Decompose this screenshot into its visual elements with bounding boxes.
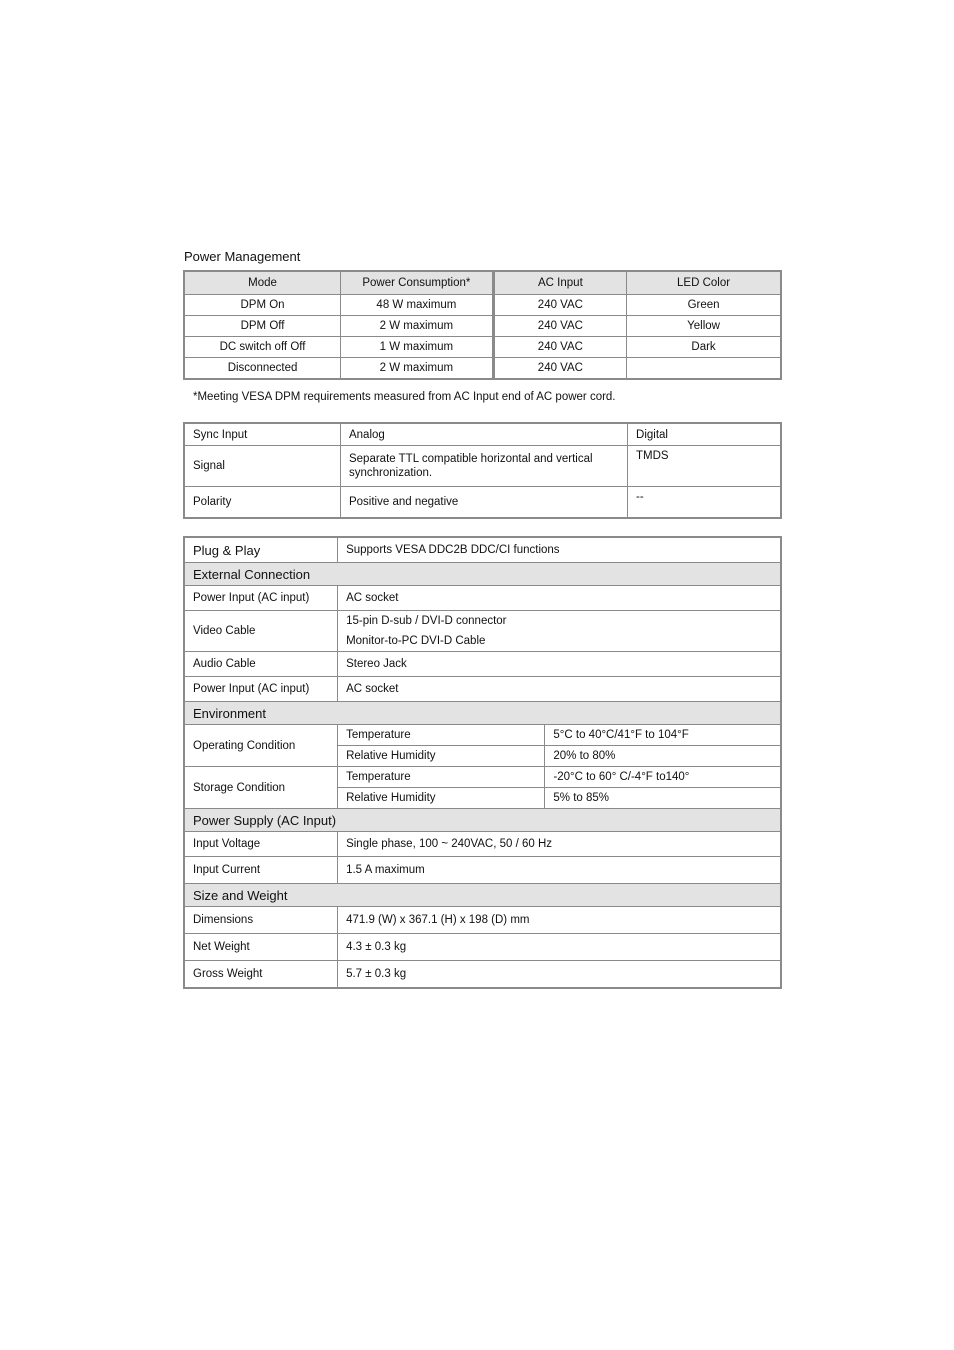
table-cell: -20°C to 60° C/-4°F to140° (545, 767, 781, 788)
table-cell: 240 VAC (493, 358, 626, 380)
table-cell: Dark (627, 337, 781, 358)
table-cell: Sync Input (184, 423, 340, 446)
table-cell: Gross Weight (184, 961, 338, 989)
table-row (184, 934, 781, 961)
table-cell: Analog (340, 423, 627, 446)
power-management-title: Power Management (184, 249, 301, 264)
table-cell: Input Current (184, 857, 338, 884)
table-cell: Green (627, 295, 781, 316)
table-cell: 2 W maximum (341, 316, 494, 337)
table-cell: AC socket (338, 586, 781, 611)
table-row (184, 423, 781, 446)
table-cell: Dimensions (184, 907, 338, 934)
table-cell: 240 VAC (493, 295, 626, 316)
section-header (184, 884, 781, 907)
table-row (184, 961, 781, 989)
table-cell: Relative Humidity (338, 788, 545, 809)
column-header: AC Input (493, 271, 626, 295)
table-cell: -- (628, 487, 781, 519)
section-header (184, 809, 781, 832)
table-cell: Storage Condition (184, 767, 338, 809)
table-cell: Relative Humidity (338, 746, 545, 767)
table-cell: Plug & Play (184, 537, 338, 563)
table-row (184, 767, 781, 788)
video-cable-line-2: Monitor-to-PC DVI-D Cable (346, 635, 486, 647)
table-row (184, 487, 781, 519)
table-cell: 20% to 80% (545, 746, 781, 767)
table-cell: Power Input (AC input) (184, 586, 338, 611)
table-row (184, 358, 781, 380)
table-cell: Net Weight (184, 934, 338, 961)
table-cell: DPM Off (184, 316, 341, 337)
table-cell: 5°C to 40°C/41°F to 104°F (545, 725, 781, 746)
section-header (184, 702, 781, 725)
table-row (184, 725, 781, 746)
table-cell: Signal (184, 446, 340, 487)
table-cell: 4.3 ± 0.3 kg (338, 934, 781, 961)
table-cell: Positive and negative (340, 487, 627, 519)
table-row (184, 446, 781, 487)
table-cell: Single phase, 100 ~ 240VAC, 50 / 60 Hz (338, 832, 781, 857)
table-cell: Operating Condition (184, 725, 338, 767)
table-row (184, 316, 781, 337)
table-row (184, 295, 781, 316)
table-row (184, 586, 781, 611)
table-cell: DC switch off Off (184, 337, 341, 358)
table-cell: 5.7 ± 0.3 kg (338, 961, 781, 989)
table-row (184, 677, 781, 702)
section-title: Power Supply (AC Input) (184, 809, 781, 832)
sync-table (183, 422, 782, 519)
column-header: Mode (184, 271, 341, 295)
table-cell: 2 W maximum (341, 358, 494, 380)
table-row (184, 857, 781, 884)
section-title: External Connection (184, 563, 781, 586)
table-cell: Disconnected (184, 358, 341, 380)
table-cell: 471.9 (W) x 367.1 (H) x 198 (D) mm (338, 907, 781, 934)
table-row (184, 652, 781, 677)
table-cell: 48 W maximum (341, 295, 494, 316)
section-title: Size and Weight (184, 884, 781, 907)
table-cell: 1.5 A maximum (338, 857, 781, 884)
table-row (184, 537, 781, 563)
table-cell: 240 VAC (493, 316, 626, 337)
table-cell: Temperature (338, 725, 545, 746)
table-row (184, 907, 781, 934)
table-row (184, 611, 781, 652)
table-cell: Yellow (627, 316, 781, 337)
table-cell: Power Input (AC input) (184, 677, 338, 702)
table-cell: Temperature (338, 767, 545, 788)
table-cell: AC socket (338, 677, 781, 702)
table-row (184, 337, 781, 358)
power-management-table (183, 270, 782, 380)
column-header: Power Consumption* (341, 271, 494, 295)
table-row (184, 832, 781, 857)
table-cell: Supports VESA DDC2B DDC/CI functions (338, 537, 781, 563)
table-cell: 240 VAC (493, 337, 626, 358)
table-cell: 1 W maximum (341, 337, 494, 358)
table-cell: TMDS (628, 446, 781, 487)
table-cell (627, 358, 781, 380)
table-cell: Video Cable (184, 611, 338, 652)
table-cell: 5% to 85% (545, 788, 781, 809)
table-cell: Audio Cable (184, 652, 338, 677)
section-header (184, 563, 781, 586)
table-cell (338, 611, 781, 652)
table-cell: Stereo Jack (338, 652, 781, 677)
column-header: LED Color (627, 271, 781, 295)
table-cell: Separate TTL compatible horizontal and vertical synchronization. (340, 446, 627, 487)
table-cell: Input Voltage (184, 832, 338, 857)
footnote: *Meeting VESA DPM requirements measured from AC Input end of AC power cord. (193, 391, 616, 403)
table-header-row (184, 271, 781, 295)
video-cable-line-1: 15-pin D-sub / DVI-D connector (346, 615, 507, 627)
table-cell: DPM On (184, 295, 341, 316)
table-cell: Digital (628, 423, 781, 446)
table-cell: Polarity (184, 487, 340, 519)
specifications-table (183, 536, 782, 989)
section-title: Environment (184, 702, 781, 725)
